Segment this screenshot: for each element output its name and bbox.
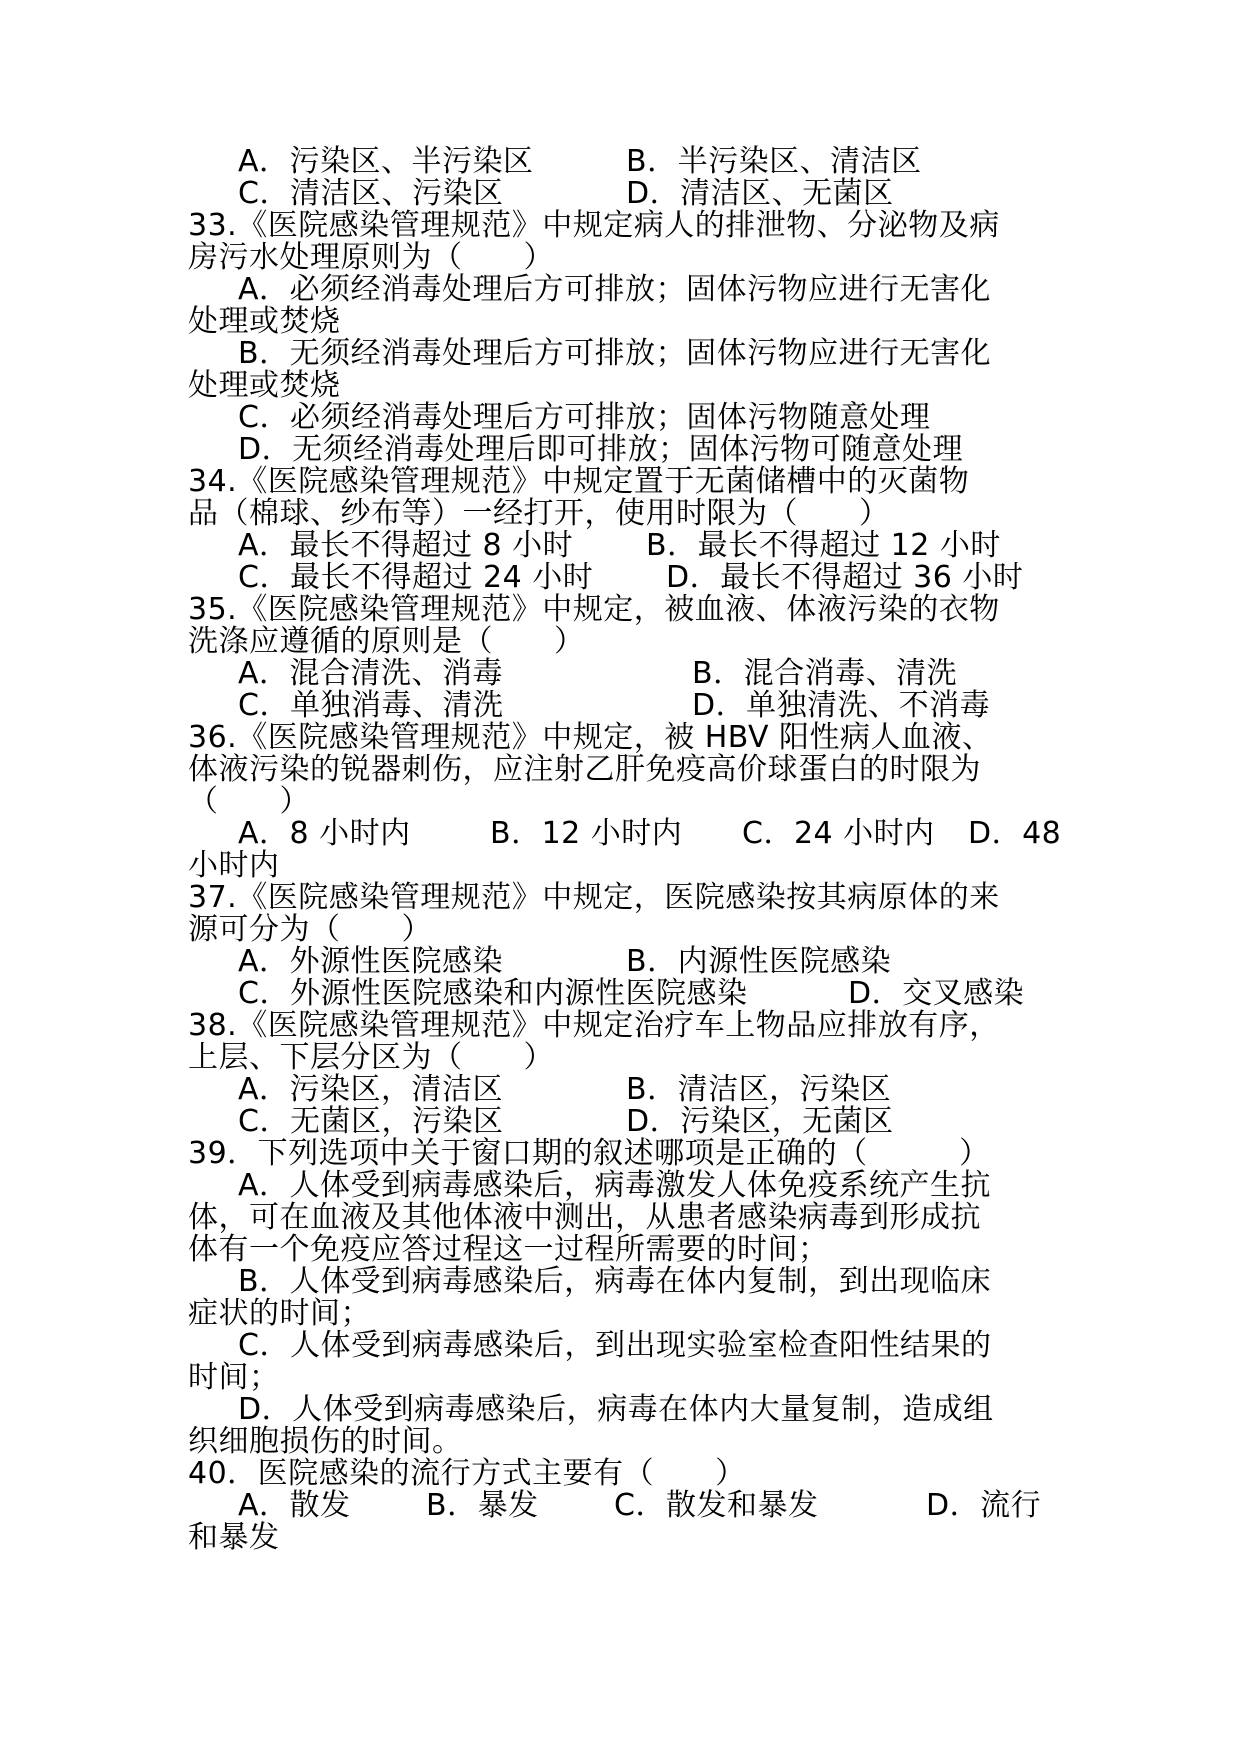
q36-option-d: D．48: [968, 816, 1062, 851]
q39-option-d-cont: 织细胞损伤的时间。: [188, 1424, 463, 1459]
q32-options-row-1: [188, 146, 1108, 178]
q40-options-row: [188, 1490, 1108, 1522]
q37-options-row-1: [188, 946, 1108, 978]
q36-stem-line-1: 36.《医院感染管理规范》中规定，被 HBV 阳性病人血液、: [188, 720, 993, 755]
q37-option-c: C．外源性医院感染和内源性医院感染: [238, 976, 748, 1011]
q35-options-row-2: [188, 690, 1108, 722]
q33-option-c: C．必须经消毒处理后方可排放；固体污物随意处理: [238, 400, 931, 435]
q35-option-a: A．混合清洗、消毒: [238, 656, 504, 691]
q40-stem: 40．医院感染的流行方式主要有（ ）: [188, 1456, 746, 1491]
q37-option-a: A．外源性医院感染: [238, 944, 504, 979]
q33-option-d: D．无须经消毒处理后即可排放；固体污物可随意处理: [238, 432, 964, 467]
q35-option-c: C．单独消毒、清洗: [238, 688, 504, 723]
q40-option-c: C．散发和暴发: [614, 1488, 819, 1523]
q39-option-c-cont: 时间；: [188, 1360, 280, 1395]
q38-options-row-2: [188, 1106, 1108, 1138]
q32-options-row-2: [188, 178, 1108, 210]
q32-option-c: C．清洁区、污染区: [238, 176, 504, 211]
q34-options-row-2: [188, 562, 1108, 594]
q33-option-b: B．无须经消毒处理后方可排放；固体污物应进行无害化: [238, 336, 992, 371]
q37-option-b: B．内源性医院感染: [626, 944, 892, 979]
q34-option-b: B．最长不得超过 12 小时: [646, 528, 1001, 563]
q39-stem: 39．下列选项中关于窗口期的叙述哪项是正确的（ ）: [188, 1136, 990, 1171]
q36-option-d-cont: 小时内: [188, 848, 280, 883]
q38-option-d: D．污染区，无菌区: [626, 1104, 894, 1139]
q37-stem-line-1: 37.《医院感染管理规范》中规定，医院感染按其病原体的来: [188, 880, 1000, 915]
q37-stem-line-2: 源可分为（ ）: [188, 912, 432, 947]
q34-option-d: D．最长不得超过 36 小时: [666, 560, 1024, 595]
q36-option-c: C．24 小时内: [742, 816, 935, 851]
q32-option-d: D．清洁区、无菌区: [626, 176, 894, 211]
q40-option-d-cont: 和暴发: [188, 1520, 280, 1555]
q33-stem-line-2: 房污水处理原则为（ ）: [188, 240, 554, 275]
q39-option-a: A．人体受到病毒感染后，病毒激发人体免疫系统产生抗: [238, 1168, 992, 1203]
q39-option-b-cont: 症状的时间；: [188, 1296, 371, 1331]
q38-stem-line-2: 上层、下层分区为（ ）: [188, 1040, 554, 1075]
q32-option-b: B．半污染区、清洁区: [626, 144, 922, 179]
q35-stem-line-2: 洗涤应遵循的原则是（ ）: [188, 624, 585, 659]
q33-stem-line-1: 33.《医院感染管理规范》中规定病人的排泄物、分泌物及病: [188, 208, 1000, 243]
q36-stem-line-2: 体液污染的锐器刺伤，应注射乙肝免疫高价球蛋白的时限为: [188, 752, 981, 787]
q38-stem-line-1: 38.《医院感染管理规范》中规定治疗车上物品应排放有序，: [188, 1008, 1000, 1043]
q40-option-b: B．暴发: [426, 1488, 539, 1523]
q39-option-b: B．人体受到病毒感染后，病毒在体内复制，到出现临床: [238, 1264, 992, 1299]
q32-option-a: A．污染区、半污染区: [238, 144, 534, 179]
q37-option-d: D．交叉感染: [848, 976, 1025, 1011]
q36-option-a: A．8 小时内: [238, 816, 411, 851]
q35-option-d: D．单独清洗、不消毒: [692, 688, 991, 723]
q37-options-row-2: [188, 978, 1108, 1010]
q36-stem-line-3: （ ）: [188, 784, 310, 819]
q36-option-b: B．12 小时内: [490, 816, 683, 851]
q35-stem-line-1: 35.《医院感染管理规范》中规定，被血液、体液污染的衣物: [188, 592, 1000, 627]
q39-option-a-cont-2: 体有一个免疫应答过程这一过程所需要的时间；: [188, 1232, 829, 1267]
q38-options-row-1: [188, 1074, 1108, 1106]
q40-option-d: D．流行: [926, 1488, 1042, 1523]
q34-stem-line-1: 34.《医院感染管理规范》中规定置于无菌储槽中的灭菌物: [188, 464, 970, 499]
q35-options-row-1: [188, 658, 1108, 690]
question-list: [188, 146, 1108, 1554]
q33-option-a: A．必须经消毒处理后方可排放；固体污物应进行无害化: [238, 272, 992, 307]
q38-option-b: B．清洁区，污染区: [626, 1072, 892, 1107]
q38-option-a: A．污染区，清洁区: [238, 1072, 504, 1107]
q35-option-b: B．混合消毒、清洗: [692, 656, 958, 691]
q34-option-c: C．最长不得超过 24 小时: [238, 560, 594, 595]
q34-option-a: A．最长不得超过 8 小时: [238, 528, 574, 563]
q33-option-a-cont: 处理或焚烧: [188, 304, 341, 339]
q39-option-a-cont-1: 体，可在血液及其他体液中测出，从患者感染病毒到形成抗: [188, 1200, 981, 1235]
q36-options-row: [188, 818, 1108, 850]
q38-option-c: C．无菌区，污染区: [238, 1104, 504, 1139]
q39-option-d: D．人体受到病毒感染后，病毒在体内大量复制，造成组: [238, 1392, 994, 1427]
q40-option-a: A．散发: [238, 1488, 351, 1523]
q33-option-b-cont: 处理或焚烧: [188, 368, 341, 403]
q34-options-row-1: [188, 530, 1108, 562]
q34-stem-line-2: 品（棉球、纱布等）一经打开，使用时限为（ ）: [188, 496, 890, 531]
q39-option-c: C．人体受到病毒感染后，到出现实验室检查阳性结果的: [238, 1328, 992, 1363]
